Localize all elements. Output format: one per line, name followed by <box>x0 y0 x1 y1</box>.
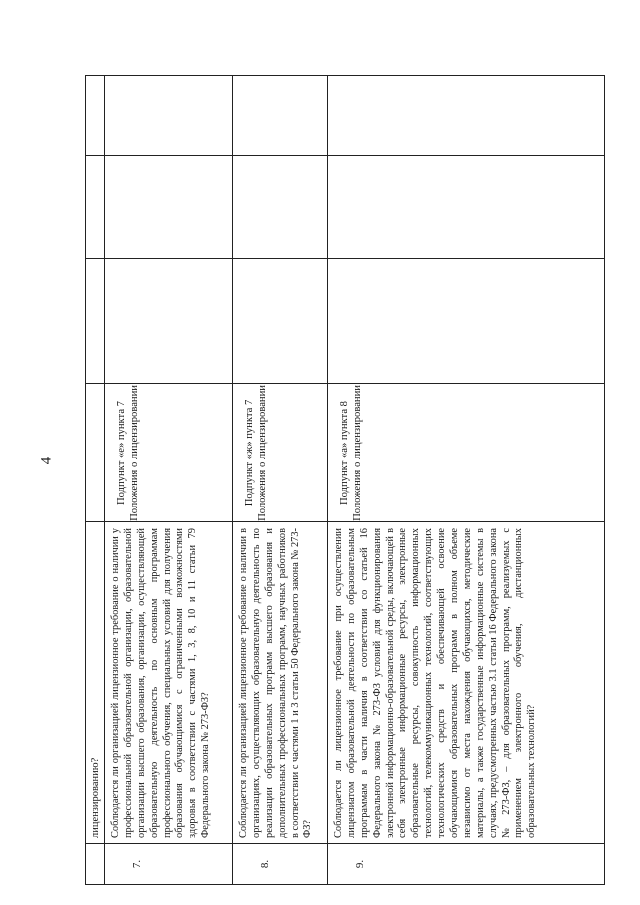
row-number: 8. <box>259 859 271 869</box>
table-row <box>104 76 232 884</box>
legal-reference: Подпункт «а» пункта 8 Положения о лицензировании <box>339 385 364 521</box>
checklist-table <box>85 75 605 885</box>
requirement-question: Соблюдается ли организацией лицензионное требование о наличии в организациях, осуществляющих образовательную деятельность по реализации образовательных программ высшего образования и дополнительных профессиональных программ, научных работников в соответствии с частями 1 и 3 статьи 50 Федерального закона № 273-ФЗ? <box>238 528 314 838</box>
table-row <box>327 76 606 884</box>
table-row <box>232 76 327 884</box>
legal-reference: Подпункт «ж» пункта 7 Положения о лицензировании <box>244 385 269 521</box>
table-row-continuation <box>86 76 104 884</box>
legal-reference: Подпункт «е» пункта 7 Положения о лицензировании <box>116 385 141 521</box>
page-number: 4 <box>38 456 55 465</box>
rotated-checklist-table <box>85 75 605 885</box>
requirement-question: Соблюдается ли организацией лицензионное требование о наличии у профессиональной образовательной организации, образовательной организации высшего образования, организации, осуществляющей образовательную деятельность по основным программам профессионального обучения, специальных условий для получения образования обучающимися с ограниченными возможностями здоровья в соответствии с частями 1, 3, 8, 10 и 11 статьи 79 Федерального закона № 273-ФЗ? <box>110 528 212 838</box>
row-number: 9. <box>354 859 366 869</box>
continuation-text: лицензированию? <box>90 757 101 838</box>
requirement-question: Соблюдается ли лицензионное требование при осуществлении лицензиатом образовательной деятельности по образовательным программам в части наличия в соответствии со статьей 16 Федерального закона № 273-ФЗ условий для функционирования электронной информационно-образовательной среды, включающей в себя электронные информационные ресурсы, электронные образовательные ресурсы, совокупность информационных технологий, телекоммуникационных технологий, соответствующих технологических средств и обеспечивающей освоение обучающимися образовательных программ в полном объеме независимо от места нахождения обучающихся, методические материалы, а также государственные информационные системы в случаях, предусмотренных частью 3.1 статьи 16 Федерального закона № 273-ФЗ, – для образовательных программ, реализуемых с применением электронного обучения, дистанционных образовательных технологий? <box>333 528 538 838</box>
row-number: 7. <box>131 859 143 869</box>
